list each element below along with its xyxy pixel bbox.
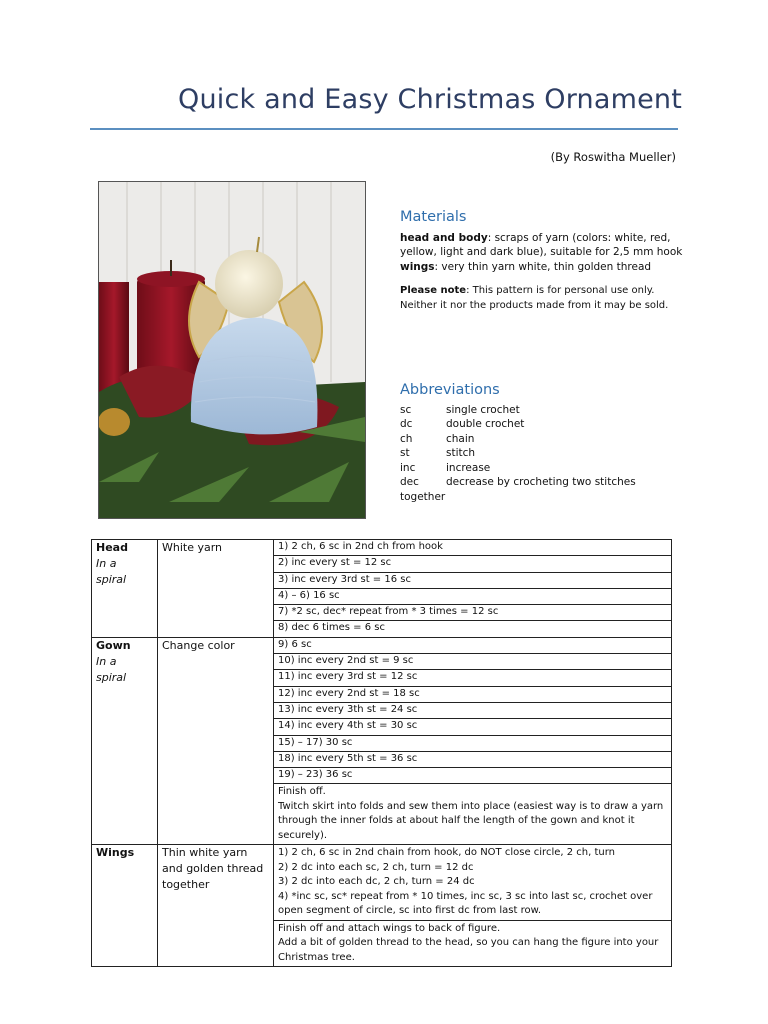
instructions-cell-head: [274, 540, 672, 638]
materials-head-body: [400, 231, 690, 260]
title-underline: [90, 128, 678, 130]
finish-line: Finish off.: [278, 786, 326, 798]
head-body-label: head and body: [400, 231, 488, 244]
material-cell-gown: Change color: [158, 637, 274, 845]
abbreviation-item: [400, 461, 690, 476]
instruction-row: 11) inc every 3rd st = 12 sc: [274, 670, 671, 686]
wings-label: wings: [400, 260, 435, 273]
finishing-notes: [274, 921, 671, 967]
section-label: Gown: [96, 638, 131, 652]
author-credit: (By Roswitha Mueller): [550, 150, 676, 164]
section-label: Wings: [96, 846, 135, 860]
table-row: [92, 845, 672, 967]
abbreviation-key: sc: [400, 403, 412, 416]
abbreviation-key: inc: [400, 461, 416, 474]
head-body-text: : scraps of yarn (colors: white, red, yellow, light and dark blue), suitable for 2,5 mm hook: [400, 231, 683, 258]
ornament-photo: [98, 181, 366, 519]
section-cell-head: [92, 540, 158, 638]
instruction-row: 9) 6 sc: [274, 638, 671, 654]
instruction-row: 3) inc every 3rd st = 16 sc: [274, 573, 671, 589]
instruction-row: 2) 2 dc into each sc, 2 ch, turn = 12 dc: [278, 861, 474, 873]
instruction-row: 4) *inc sc, sc* repeat from * 10 times, inc sc, 3 sc into last sc, crochet over open segment of circle, sc into first dc from last row.: [278, 890, 653, 917]
instruction-row: 1) 2 ch, 6 sc in 2nd ch from hook: [274, 540, 671, 556]
instruction-row: 10) inc every 2nd st = 9 sc: [274, 654, 671, 670]
finish-line: Twitch skirt into folds and sew them into place (easiest way is to draw a yarn through the inner folds at about half the length of the gown and knot it securely).: [278, 800, 664, 841]
instruction-row: 12) inc every 2nd st = 18 sc: [274, 687, 671, 703]
abbreviation-key: ch: [400, 432, 413, 445]
abbreviation-value: increase: [446, 461, 491, 474]
abbreviation-value: single crochet: [446, 403, 520, 416]
instruction-row: 3) 2 dc into each dc, 2 ch, turn = 24 dc: [278, 876, 475, 888]
angel-ornament-illustration: [99, 182, 365, 518]
material-cell-head: White yarn: [158, 540, 274, 638]
abbreviation-key: dc: [400, 418, 413, 430]
finishing-notes: [274, 784, 671, 844]
table-row: [92, 540, 672, 638]
section-cell-wings: [92, 845, 158, 967]
instruction-row: 2) inc every st = 12 sc: [274, 556, 671, 572]
abbreviation-value: double crochet: [446, 418, 525, 430]
abbreviation-item: [400, 403, 690, 418]
instruction-row: 15) – 17) 30 sc: [274, 736, 671, 752]
section-sub: In a: [96, 557, 117, 570]
section-sub: In a: [96, 654, 117, 668]
personal-use-note: [400, 284, 690, 313]
abbreviation-item: [400, 432, 690, 447]
instructions-cell-gown: [274, 637, 672, 845]
instruction-row: 19) – 23) 36 sc: [274, 768, 671, 784]
instruction-row: 7) *2 sc, dec* repeat from * 3 times = 12 sc: [274, 605, 671, 621]
finish-line: Add a bit of golden thread to the head, so you can hang the figure into your Christmas tree.: [278, 937, 659, 963]
abbreviation-item: [400, 446, 690, 461]
abbreviation-key: st: [400, 447, 410, 459]
abbreviation-value: decrease by crocheting two stitches: [446, 476, 636, 488]
pattern-table: [91, 539, 672, 967]
section-label: Head: [96, 541, 128, 554]
wings-text: : very thin yarn white, thin golden thread: [434, 260, 652, 273]
instruction-row: 13) inc every 3th st = 24 sc: [274, 703, 671, 719]
abbreviation-wrap-text: together: [400, 490, 446, 503]
instructions-cell-wings: [274, 845, 672, 967]
materials-section: [400, 210, 690, 313]
section-sub: spiral: [96, 573, 127, 586]
section-sub: spiral: [96, 670, 127, 684]
page-title: Quick and Easy Christmas Ornament: [178, 84, 683, 115]
abbreviation-key: dec: [400, 476, 419, 488]
abbreviations-section: [400, 383, 690, 504]
material-cell-wings: Thin white yarn and golden thread together: [158, 845, 274, 967]
instruction-row: 14) inc every 4th st = 30 sc: [274, 719, 671, 735]
abbreviation-value: stitch: [446, 447, 476, 459]
instruction-row: 18) inc every 5th st = 36 sc: [274, 752, 671, 768]
instruction-row: 1) 2 ch, 6 sc in 2nd chain from hook, do NOT close circle, 2 ch, turn: [278, 847, 615, 859]
abbreviation-item: [400, 417, 690, 432]
instruction-row: 4) – 6) 16 sc: [274, 589, 671, 605]
materials-heading: Materials: [400, 209, 467, 225]
instruction-row: 8) dec 6 times = 6 sc: [278, 622, 385, 634]
abbreviation-value: chain: [446, 432, 475, 445]
materials-wings: [400, 260, 690, 275]
finish-line: Finish off and attach wings to back of figure.: [278, 922, 501, 934]
abbreviation-item: [400, 475, 690, 490]
note-label: Please note: [400, 285, 467, 296]
section-cell-gown: [92, 637, 158, 845]
note-text: : This pattern is for personal use only. Neither it nor the products made from it may be sold.: [400, 285, 669, 311]
abbreviations-heading: Abbreviations: [400, 382, 500, 398]
instruction-group: [274, 845, 671, 921]
table-row: [92, 637, 672, 845]
